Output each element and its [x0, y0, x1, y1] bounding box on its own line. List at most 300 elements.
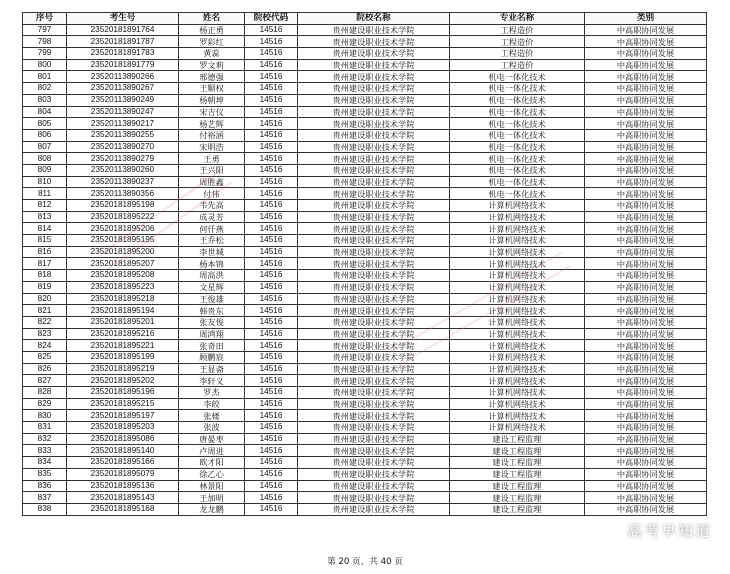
table-row	[23, 83, 707, 95]
school-code-cell: 14516	[245, 293, 298, 305]
col-header-seq: 序号	[23, 13, 67, 25]
seq-cell: 829	[23, 398, 67, 410]
school-name-cell: 贵州建设职业技术学院	[298, 270, 450, 282]
major-cell: 计算机网络技术	[450, 410, 585, 422]
school-code-cell: 14516	[245, 141, 298, 153]
school-name-cell: 贵州建设职业技术学院	[298, 457, 450, 469]
category-cell: 中高职协同发展	[585, 106, 707, 118]
school-name-cell: 贵州建设职业技术学院	[298, 422, 450, 434]
name-cell: 何仟燕	[179, 223, 245, 235]
school-code-cell: 14516	[245, 176, 298, 188]
seq-cell: 819	[23, 281, 67, 293]
name-cell: 韦先高	[179, 200, 245, 212]
table-row	[23, 94, 707, 106]
school-code-cell: 14516	[245, 200, 298, 212]
name-cell: 罗杰	[179, 387, 245, 399]
category-cell: 中高职协同发展	[585, 387, 707, 399]
category-cell: 中高职协同发展	[585, 422, 707, 434]
school-name-cell: 贵州建设职业技术学院	[298, 305, 450, 317]
major-cell: 计算机网络技术	[450, 328, 585, 340]
major-cell: 计算机网络技术	[450, 375, 585, 387]
table-row	[23, 200, 707, 212]
exam-id-cell: 23520181895136	[67, 480, 179, 492]
category-cell: 中高职协同发展	[585, 305, 707, 317]
seq-cell: 833	[23, 445, 67, 457]
name-cell: 邢德强	[179, 71, 245, 83]
seq-cell: 813	[23, 211, 67, 223]
table-row	[23, 281, 707, 293]
name-cell: 王兴阳	[179, 164, 245, 176]
exam-id-cell: 23520181895216	[67, 328, 179, 340]
exam-id-cell: 23520181891783	[67, 48, 179, 60]
school-code-cell: 14516	[245, 422, 298, 434]
major-cell: 建设工程监理	[450, 445, 585, 457]
school-name-cell: 贵州建设职业技术学院	[298, 363, 450, 375]
exam-id-cell: 23520181895206	[67, 223, 179, 235]
school-name-cell: 贵州建设职业技术学院	[298, 188, 450, 200]
category-cell: 中高职协同发展	[585, 340, 707, 352]
seq-cell: 814	[23, 223, 67, 235]
major-cell: 工程造价	[450, 59, 585, 71]
exam-id-cell: 23520181895223	[67, 281, 179, 293]
exam-id-cell: 23520181895202	[67, 375, 179, 387]
category-cell: 中高职协同发展	[585, 223, 707, 235]
seq-cell: 800	[23, 59, 67, 71]
table-row	[23, 48, 707, 60]
exam-id-cell: 23520181895079	[67, 468, 179, 480]
exam-id-cell: 23520181895168	[67, 503, 179, 515]
category-cell: 中高职协同发展	[585, 59, 707, 71]
exam-id-cell: 23520181895140	[67, 445, 179, 457]
table-row	[23, 164, 707, 176]
major-cell: 计算机网络技术	[450, 258, 585, 270]
table-row	[23, 351, 707, 363]
seq-cell: 823	[23, 328, 67, 340]
exam-id-cell: 23520113890279	[67, 153, 179, 165]
major-cell: 计算机网络技术	[450, 351, 585, 363]
category-cell: 中高职协同发展	[585, 398, 707, 410]
major-cell: 机电一体化技术	[450, 188, 585, 200]
category-cell: 中高职协同发展	[585, 246, 707, 258]
category-cell: 中高职协同发展	[585, 468, 707, 480]
name-cell: 李世城	[179, 246, 245, 258]
seq-cell: 822	[23, 316, 67, 328]
name-cell: 李皎	[179, 398, 245, 410]
exam-id-cell: 23520181895200	[67, 246, 179, 258]
school-code-cell: 14516	[245, 281, 298, 293]
table-row	[23, 176, 707, 188]
table-row	[23, 293, 707, 305]
seq-cell: 799	[23, 48, 67, 60]
major-cell: 计算机网络技术	[450, 200, 585, 212]
seq-cell: 837	[23, 492, 67, 504]
category-cell: 中高职协同发展	[585, 316, 707, 328]
major-cell: 工程造价	[450, 48, 585, 60]
table-row	[23, 71, 707, 83]
col-header-exam-id: 考生号	[67, 13, 179, 25]
category-cell: 中高职协同发展	[585, 258, 707, 270]
school-code-cell: 14516	[245, 270, 298, 282]
school-code-cell: 14516	[245, 48, 298, 60]
major-cell: 建设工程监理	[450, 457, 585, 469]
school-name-cell: 贵州建设职业技术学院	[298, 281, 450, 293]
major-cell: 工程造价	[450, 24, 585, 36]
name-cell: 杨艺辉	[179, 118, 245, 130]
table-row	[23, 340, 707, 352]
seq-cell: 821	[23, 305, 67, 317]
category-cell: 中高职协同发展	[585, 375, 707, 387]
table-row	[23, 24, 707, 36]
major-cell: 机电一体化技术	[450, 141, 585, 153]
major-cell: 机电一体化技术	[450, 118, 585, 130]
seq-cell: 807	[23, 141, 67, 153]
seq-cell: 809	[23, 164, 67, 176]
school-code-cell: 14516	[245, 71, 298, 83]
major-cell: 机电一体化技术	[450, 129, 585, 141]
category-cell: 中高职协同发展	[585, 71, 707, 83]
table-row	[23, 316, 707, 328]
category-cell: 中高职协同发展	[585, 270, 707, 282]
school-name-cell: 贵州建设职业技术学院	[298, 316, 450, 328]
name-cell: 杨本锦	[179, 258, 245, 270]
table-row	[23, 270, 707, 282]
exam-id-cell: 23520181895222	[67, 211, 179, 223]
category-cell: 中高职协同发展	[585, 164, 707, 176]
table-row	[23, 398, 707, 410]
major-cell: 建设工程监理	[450, 433, 585, 445]
major-cell: 工程造价	[450, 36, 585, 48]
major-cell: 计算机网络技术	[450, 363, 585, 375]
school-name-cell: 贵州建设职业技术学院	[298, 223, 450, 235]
major-cell: 计算机网络技术	[450, 235, 585, 247]
category-cell: 中高职协同发展	[585, 48, 707, 60]
school-name-cell: 贵州建设职业技术学院	[298, 480, 450, 492]
category-cell: 中高职协同发展	[585, 480, 707, 492]
school-code-cell: 14516	[245, 106, 298, 118]
school-name-cell: 贵州建设职业技术学院	[298, 71, 450, 83]
school-code-cell: 14516	[245, 503, 298, 515]
admission-list-sheet	[22, 12, 707, 516]
name-cell: 徐乙心	[179, 468, 245, 480]
table-row	[23, 246, 707, 258]
seq-cell: 818	[23, 270, 67, 282]
major-cell: 计算机网络技术	[450, 387, 585, 399]
major-cell: 机电一体化技术	[450, 83, 585, 95]
school-code-cell: 14516	[245, 24, 298, 36]
name-cell: 周鸿翔	[179, 328, 245, 340]
table-row	[23, 387, 707, 399]
name-cell: 黄蕊	[179, 48, 245, 60]
table-row	[23, 503, 707, 515]
table-row	[23, 410, 707, 422]
table-row	[23, 445, 707, 457]
table-row	[23, 468, 707, 480]
category-cell: 中高职协同发展	[585, 433, 707, 445]
seq-cell: 824	[23, 340, 67, 352]
exam-id-cell: 23520113890249	[67, 94, 179, 106]
seq-cell: 836	[23, 480, 67, 492]
col-header-school-name: 院校名称	[298, 13, 450, 25]
exam-id-cell: 23520113890237	[67, 176, 179, 188]
school-code-cell: 14516	[245, 258, 298, 270]
category-cell: 中高职协同发展	[585, 24, 707, 36]
category-cell: 中高职协同发展	[585, 83, 707, 95]
name-cell: 李轩义	[179, 375, 245, 387]
school-code-cell: 14516	[245, 118, 298, 130]
school-code-cell: 14516	[245, 351, 298, 363]
school-code-cell: 14516	[245, 480, 298, 492]
seq-cell: 828	[23, 387, 67, 399]
table-row	[23, 258, 707, 270]
category-cell: 中高职协同发展	[585, 293, 707, 305]
school-code-cell: 14516	[245, 153, 298, 165]
major-cell: 机电一体化技术	[450, 94, 585, 106]
major-cell: 机电一体化技术	[450, 71, 585, 83]
table-row	[23, 363, 707, 375]
seq-cell: 804	[23, 106, 67, 118]
name-cell: 王顺权	[179, 83, 245, 95]
school-name-cell: 贵州建设职业技术学院	[298, 293, 450, 305]
seq-cell: 801	[23, 71, 67, 83]
name-cell: 卢周进	[179, 445, 245, 457]
name-cell: 张奇田	[179, 340, 245, 352]
exam-id-cell: 23520181895086	[67, 433, 179, 445]
exam-id-cell: 23520113890255	[67, 129, 179, 141]
school-code-cell: 14516	[245, 433, 298, 445]
seq-cell: 830	[23, 410, 67, 422]
school-code-cell: 14516	[245, 468, 298, 480]
category-cell: 中高职协同发展	[585, 188, 707, 200]
name-cell: 顾鹏宸	[179, 351, 245, 363]
school-code-cell: 14516	[245, 36, 298, 48]
school-name-cell: 贵州建设职业技术学院	[298, 351, 450, 363]
major-cell: 计算机网络技术	[450, 223, 585, 235]
school-name-cell: 贵州建设职业技术学院	[298, 235, 450, 247]
exam-id-cell: 23520181891787	[67, 36, 179, 48]
school-name-cell: 贵州建设职业技术学院	[298, 375, 450, 387]
school-name-cell: 贵州建设职业技术学院	[298, 387, 450, 399]
category-cell: 中高职协同发展	[585, 457, 707, 469]
school-code-cell: 14516	[245, 211, 298, 223]
exam-id-cell: 23520181891764	[67, 24, 179, 36]
category-cell: 中高职协同发展	[585, 118, 707, 130]
name-cell: 王加明	[179, 492, 245, 504]
major-cell: 建设工程监理	[450, 503, 585, 515]
category-cell: 中高职协同发展	[585, 153, 707, 165]
school-code-cell: 14516	[245, 375, 298, 387]
name-cell: 罗彩红	[179, 36, 245, 48]
name-cell: 周胜鑫	[179, 176, 245, 188]
seq-cell: 817	[23, 258, 67, 270]
school-name-cell: 贵州建设职业技术学院	[298, 118, 450, 130]
major-cell: 计算机网络技术	[450, 340, 585, 352]
school-code-cell: 14516	[245, 410, 298, 422]
school-code-cell: 14516	[245, 164, 298, 176]
table-row	[23, 422, 707, 434]
table-row	[23, 457, 707, 469]
school-name-cell: 贵州建设职业技术学院	[298, 445, 450, 457]
major-cell: 机电一体化技术	[450, 153, 585, 165]
col-header-category: 类别	[585, 13, 707, 25]
exam-id-cell: 23520181895199	[67, 351, 179, 363]
table-header-row	[23, 13, 707, 25]
school-name-cell: 贵州建设职业技术学院	[298, 24, 450, 36]
seq-cell: 832	[23, 433, 67, 445]
name-cell: 付裕涵	[179, 129, 245, 141]
seq-cell: 805	[23, 118, 67, 130]
major-cell: 计算机网络技术	[450, 281, 585, 293]
school-name-cell: 贵州建设职业技术学院	[298, 176, 450, 188]
school-code-cell: 14516	[245, 363, 298, 375]
table-row	[23, 492, 707, 504]
seq-cell: 802	[23, 83, 67, 95]
category-cell: 中高职协同发展	[585, 445, 707, 457]
table-row	[23, 188, 707, 200]
exam-id-cell: 23520181895196	[67, 387, 179, 399]
school-name-cell: 贵州建设职业技术学院	[298, 94, 450, 106]
name-cell: 龙龙鹏	[179, 503, 245, 515]
school-code-cell: 14516	[245, 305, 298, 317]
exam-id-cell: 23520181895215	[67, 398, 179, 410]
seq-cell: 838	[23, 503, 67, 515]
seq-cell: 797	[23, 24, 67, 36]
school-code-cell: 14516	[245, 94, 298, 106]
major-cell: 建设工程监理	[450, 480, 585, 492]
exam-id-cell: 23520181895219	[67, 363, 179, 375]
school-name-cell: 贵州建设职业技术学院	[298, 106, 450, 118]
watermark-text: 高考早知道	[626, 522, 712, 540]
seq-cell: 815	[23, 235, 67, 247]
name-cell: 杨朝坤	[179, 94, 245, 106]
school-code-cell: 14516	[245, 235, 298, 247]
school-code-cell: 14516	[245, 328, 298, 340]
table-row	[23, 305, 707, 317]
table-row	[23, 129, 707, 141]
school-code-cell: 14516	[245, 316, 298, 328]
school-name-cell: 贵州建设职业技术学院	[298, 83, 450, 95]
major-cell: 建设工程监理	[450, 492, 585, 504]
name-cell: 唐晏枣	[179, 433, 245, 445]
category-cell: 中高职协同发展	[585, 281, 707, 293]
exam-id-cell: 23520181895207	[67, 258, 179, 270]
major-cell: 计算机网络技术	[450, 211, 585, 223]
seq-cell: 810	[23, 176, 67, 188]
major-cell: 计算机网络技术	[450, 270, 585, 282]
category-cell: 中高职协同发展	[585, 129, 707, 141]
school-name-cell: 贵州建设职业技术学院	[298, 200, 450, 212]
seq-cell: 798	[23, 36, 67, 48]
category-cell: 中高职协同发展	[585, 176, 707, 188]
table-row	[23, 141, 707, 153]
table-row	[23, 223, 707, 235]
school-code-cell: 14516	[245, 398, 298, 410]
category-cell: 中高职协同发展	[585, 235, 707, 247]
major-cell: 机电一体化技术	[450, 164, 585, 176]
exam-id-cell: 23520181895166	[67, 457, 179, 469]
table-row	[23, 211, 707, 223]
school-name-cell: 贵州建设职业技术学院	[298, 129, 450, 141]
school-code-cell: 14516	[245, 188, 298, 200]
table-row	[23, 59, 707, 71]
school-name-cell: 贵州建设职业技术学院	[298, 340, 450, 352]
school-name-cell: 贵州建设职业技术学院	[298, 398, 450, 410]
seq-cell: 811	[23, 188, 67, 200]
name-cell: 张波	[179, 422, 245, 434]
exam-id-cell: 23520113890267	[67, 83, 179, 95]
seq-cell: 808	[23, 153, 67, 165]
name-cell: 罗文莉	[179, 59, 245, 71]
exam-id-cell: 23520113890270	[67, 141, 179, 153]
school-code-cell: 14516	[245, 340, 298, 352]
name-cell: 欧才阳	[179, 457, 245, 469]
exam-id-cell: 23520181891779	[67, 59, 179, 71]
seq-cell: 834	[23, 457, 67, 469]
school-name-cell: 贵州建设职业技术学院	[298, 141, 450, 153]
table-row	[23, 375, 707, 387]
seq-cell: 806	[23, 129, 67, 141]
name-cell: 周高洪	[179, 270, 245, 282]
name-cell: 杨正勇	[179, 24, 245, 36]
exam-id-cell: 23520181895198	[67, 200, 179, 212]
major-cell: 机电一体化技术	[450, 106, 585, 118]
seq-cell: 825	[23, 351, 67, 363]
name-cell: 王乔松	[179, 235, 245, 247]
name-cell: 成灵芳	[179, 211, 245, 223]
major-cell: 计算机网络技术	[450, 246, 585, 258]
category-cell: 中高职协同发展	[585, 503, 707, 515]
name-cell: 王勇	[179, 153, 245, 165]
exam-id-cell: 23520181895221	[67, 340, 179, 352]
exam-id-cell: 23520181895218	[67, 293, 179, 305]
name-cell: 韩贵东	[179, 305, 245, 317]
school-name-cell: 贵州建设职业技术学院	[298, 433, 450, 445]
seq-cell: 803	[23, 94, 67, 106]
school-name-cell: 贵州建设职业技术学院	[298, 410, 450, 422]
table-row	[23, 118, 707, 130]
col-header-name: 姓名	[179, 13, 245, 25]
category-cell: 中高职协同发展	[585, 351, 707, 363]
admission-table	[22, 12, 707, 516]
school-name-cell: 贵州建设职业技术学院	[298, 468, 450, 480]
table-row	[23, 106, 707, 118]
category-cell: 中高职协同发展	[585, 363, 707, 375]
major-cell: 机电一体化技术	[450, 176, 585, 188]
exam-id-cell: 23520113890356	[67, 188, 179, 200]
school-code-cell: 14516	[245, 223, 298, 235]
school-code-cell: 14516	[245, 445, 298, 457]
school-code-cell: 14516	[245, 83, 298, 95]
name-cell: 王显斋	[179, 363, 245, 375]
major-cell: 计算机网络技术	[450, 293, 585, 305]
table-row	[23, 328, 707, 340]
exam-id-cell: 23520181895201	[67, 316, 179, 328]
category-cell: 中高职协同发展	[585, 328, 707, 340]
exam-id-cell: 23520181895194	[67, 305, 179, 317]
exam-id-cell: 23520113890247	[67, 106, 179, 118]
major-cell: 计算机网络技术	[450, 316, 585, 328]
school-name-cell: 贵州建设职业技术学院	[298, 48, 450, 60]
seq-cell: 826	[23, 363, 67, 375]
table-row	[23, 235, 707, 247]
school-code-cell: 14516	[245, 492, 298, 504]
exam-id-cell: 23520113890260	[67, 164, 179, 176]
major-cell: 计算机网络技术	[450, 422, 585, 434]
seq-cell: 812	[23, 200, 67, 212]
exam-id-cell: 23520181895197	[67, 410, 179, 422]
exam-id-cell: 23520181895203	[67, 422, 179, 434]
school-name-cell: 贵州建设职业技术学院	[298, 36, 450, 48]
seq-cell: 835	[23, 468, 67, 480]
